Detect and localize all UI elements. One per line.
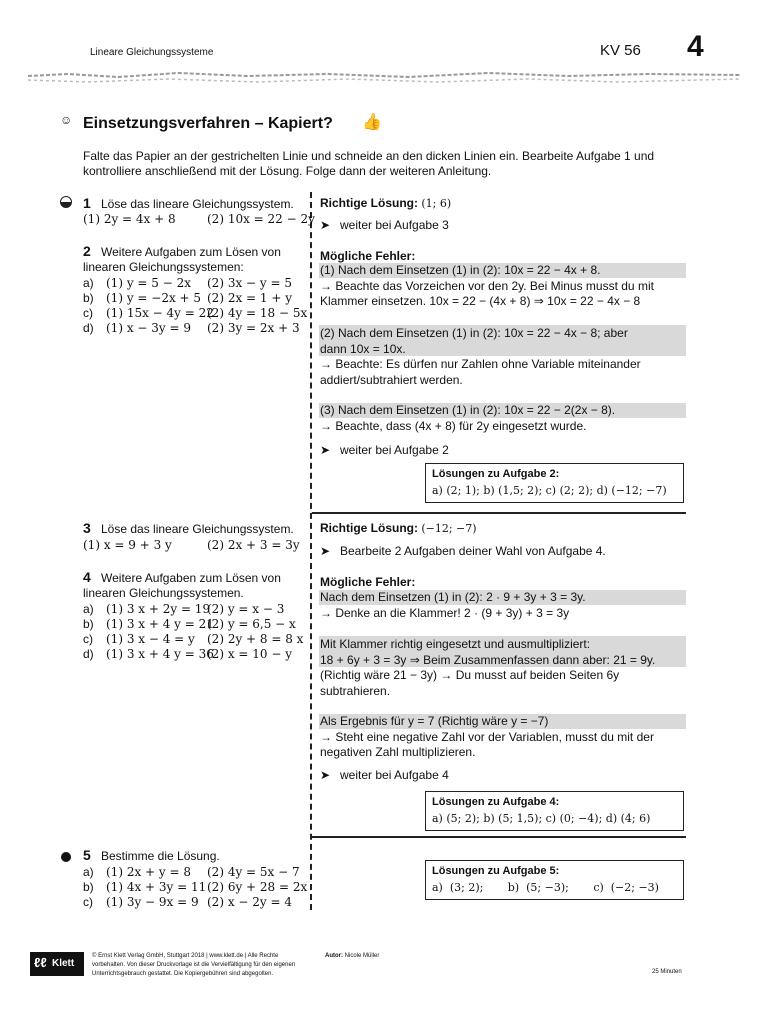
task-2d-label: d) [83, 321, 94, 335]
error-3a-line2: → Denke an die Klammer! 2 · (9 + 3y) + 3 = 3y [320, 606, 570, 620]
task-4a-eq2: (2) y = x − 3 [207, 602, 285, 616]
task-2b-eq2: (2) 2x = 1 + y [207, 291, 292, 305]
error-3a-line1: Nach dem Einsetzen (1) in (2): 2 · 9 + 3y + 3 = 3y. [320, 590, 586, 604]
task-2c-label: c) [83, 306, 93, 320]
task-4c-eq1: (1) 3 x − 4 = y [106, 632, 195, 646]
solution-1: Richtige Lösung: (1; 6) [320, 196, 452, 210]
task-5c-eq2: (2) x − 2y = 4 [207, 895, 292, 909]
error-3c-line2: → Steht eine negative Zahl vor der Variablen, musst du mit der [320, 730, 654, 744]
kv-label: KV 56 [600, 42, 641, 59]
error-3b-line3: (Richtig wäre 21 − 3y) → Du musst auf beiden Seiten 6y [320, 668, 620, 682]
fold-line [310, 192, 312, 910]
author: Autor: Nicole Müller [325, 953, 380, 959]
thumbs-up-icon: 👍 [362, 114, 382, 131]
error-3c-line1: Als Ergebnis für y = 7 (Richtig wäre y = −7) [320, 714, 549, 728]
task-5c-label: c) [83, 895, 93, 909]
task-2a-label: a) [83, 276, 94, 290]
task-2b-eq1: (1) y = −2x + 5 [106, 291, 202, 305]
arrow-bullet-icon: ➤ [320, 544, 331, 558]
error-3c-line3: negativen Zahl multiplizieren. [320, 745, 476, 759]
solutions-box-5: Lösungen zu Aufgabe 5: a) (3; 2); b) (5; −3); c) (−2; −3) [425, 860, 684, 900]
next-step-1: ➤ weiter bei Aufgabe 3 [320, 218, 449, 232]
task-5b-eq2: (2) 6y + 28 = 2x [207, 880, 308, 894]
arrow-bullet-icon: ➤ [320, 218, 331, 232]
student-icon: ☺ [60, 113, 73, 127]
task-2d-eq1: (1) x − 3y = 9 [106, 321, 191, 335]
task-2d-eq2: (2) 3y = 2x + 3 [207, 321, 300, 335]
klett-logo [30, 952, 84, 976]
errors-title-1: Mögliche Fehler: [320, 249, 416, 263]
solution-3: Richtige Lösung: (−12; −7) [320, 521, 477, 535]
filled-circle-icon [61, 852, 71, 862]
page-number: 4 [687, 30, 704, 63]
solutions-box-2: Lösungen zu Aufgabe 2: a) (2; 1); b) (1,5; 2); c) (2; 2); d) (−12; −7) [425, 463, 684, 503]
copyright-line-3: Unterrichtsgebrauch gestattet. Die Kopiergebühren sind abgegolten. [92, 971, 274, 977]
arrow-bullet-icon: ➤ [320, 443, 331, 457]
task-5a-label: a) [83, 865, 94, 879]
next-step-1b: ➤ weiter bei Aufgabe 2 [320, 443, 449, 457]
half-circle-icon [60, 196, 72, 208]
copyright-line-2: vorbehalten. Von dieser Druckvorlage ist die Vervielfältigung für den eigenen [92, 962, 296, 968]
error-3b-line4: subtrahieren. [320, 684, 391, 698]
task-2-text2: linearen Gleichungssystemen: [83, 260, 244, 274]
task-1: 1 Löse das lineare Gleichungssystem. [83, 195, 294, 211]
task-5a-eq1: (1) 2x + y = 8 [106, 865, 191, 879]
intro-line-2: kontrolliere anschließend mit der Lösung. Folge dann der weiteren Anleitung. [83, 164, 492, 178]
task-4a-label: a) [83, 602, 94, 616]
next-step-3b: ➤ weiter bei Aufgabe 4 [320, 768, 449, 782]
error-2-line4: addiert/subtrahiert werden. [320, 373, 463, 387]
task-4b-label: b) [83, 617, 94, 631]
arrow-bullet-icon: ➤ [320, 768, 331, 782]
task-4d-label: d) [83, 647, 94, 661]
task-4b-eq2: (2) y = 6,5 − x [207, 617, 296, 631]
task-3-eq2: (2) 2x + 3 = 3y [207, 538, 300, 552]
error-1-line2: → Beachte das Vorzeichen vor den 2y. Bei Minus musst du mit [320, 279, 654, 293]
task-2c-eq2: (2) 4y = 18 − 5x [207, 306, 308, 320]
page-title: Einsetzungsverfahren – Kapiert? [83, 115, 333, 132]
duration: 25 Minuten [652, 969, 682, 975]
errors-title-3: Mögliche Fehler: [320, 575, 416, 589]
task-4d-eq1: (1) 3 x + 4 y = 36 [106, 647, 214, 661]
klett-logo-mark: ℓℓ [34, 955, 47, 970]
error-3-line2: → Beachte, dass (4x + 8) für 2y eingesetzt wurde. [320, 419, 587, 433]
task-4: 4 Weitere Aufgaben zum Lösen von [83, 569, 281, 585]
task-2a-eq2: (2) 3x − y = 5 [207, 276, 292, 290]
task-4d-eq2: (2) x = 10 − y [207, 647, 292, 661]
header-topic: Lineare Gleichungssysteme [90, 47, 214, 58]
error-1-line1: (1) Nach dem Einsetzen (1) in (2): 10x = 22 − 4x + 8. [320, 263, 601, 277]
cut-line-2 [312, 836, 686, 838]
task-1-eq2: (2) 10x = 22 − 2y [207, 212, 315, 226]
error-2-line2: dann 10x = 10x. [320, 342, 406, 356]
intro-line-1: Falte das Papier an der gestrichelten Linie und schneide an den dicken Linien ein. Bearbeite Aufgabe 1 und [83, 149, 655, 163]
task-4-text2: linearen Gleichungssystemen. [83, 586, 244, 600]
task-5c-eq1: (1) 3y − 9x = 9 [106, 895, 199, 909]
task-5a-eq2: (2) 4y = 5x − 7 [207, 865, 300, 879]
error-3b-line2: 18 + 6y + 3 = 3y ⇒ Beim Zusammenfassen dann aber: 21 = 9y. [320, 653, 656, 667]
task-5b-label: b) [83, 880, 94, 894]
task-4a-eq1: (1) 3 x + 2y = 19 [106, 602, 211, 616]
error-1-line3: Klammer einsetzen. 10x = 22 − (4x + 8) ⇒ 10x = 22 − 4x − 8 [320, 294, 641, 308]
task-2b-label: b) [83, 291, 94, 305]
task-1-eq1: (1) 2y = 4x + 8 [83, 212, 176, 226]
task-4c-eq2: (2) 2y + 8 = 8 x [207, 632, 304, 646]
error-3-line1: (3) Nach dem Einsetzen (1) in (2): 10x = 22 − 2(2x − 8). [320, 403, 616, 417]
task-3-eq1: (1) x = 9 + 3 y [83, 538, 172, 552]
klett-logo-text: Klett [52, 958, 75, 969]
next-step-3: ➤ Bearbeite 2 Aufgaben deiner Wahl von Aufgabe 4. [320, 544, 606, 558]
error-2-line3: → Beachte: Es dürfen nur Zahlen ohne Variable miteinander [320, 357, 641, 371]
task-5b-eq1: (1) 4x + 3y = 11 [106, 880, 207, 894]
task-2a-eq1: (1) y = 5 − 2x [106, 276, 191, 290]
task-4b-eq1: (1) 3 x + 4 y = 21 [106, 617, 214, 631]
cut-line-1 [312, 512, 686, 514]
task-4c-label: c) [83, 632, 93, 646]
error-2-line1: (2) Nach dem Einsetzen (1) in (2): 10x = 22 − 4x − 8; aber [320, 326, 628, 340]
torn-edge-divider [28, 66, 740, 88]
task-2: 2 Weitere Aufgaben zum Lösen von [83, 243, 281, 259]
task-5: 5 Bestimme die Lösung. [83, 847, 220, 863]
task-3: 3 Löse das lineare Gleichungssystem. [83, 520, 294, 536]
copyright-line-1: © Ernst Klett Verlag GmbH, Stuttgart 2018 | www.klett.de | Alle Rechte [92, 953, 279, 959]
solutions-box-4: Lösungen zu Aufgabe 4: a) (5; 2); b) (5; 1,5); c) (0; −4); d) (4; 6) [425, 791, 684, 831]
task-2c-eq1: (1) 15x − 4y = 22 [106, 306, 214, 320]
error-3b-line1: Mit Klammer richtig eingesetzt und ausmultipliziert: [320, 637, 591, 651]
